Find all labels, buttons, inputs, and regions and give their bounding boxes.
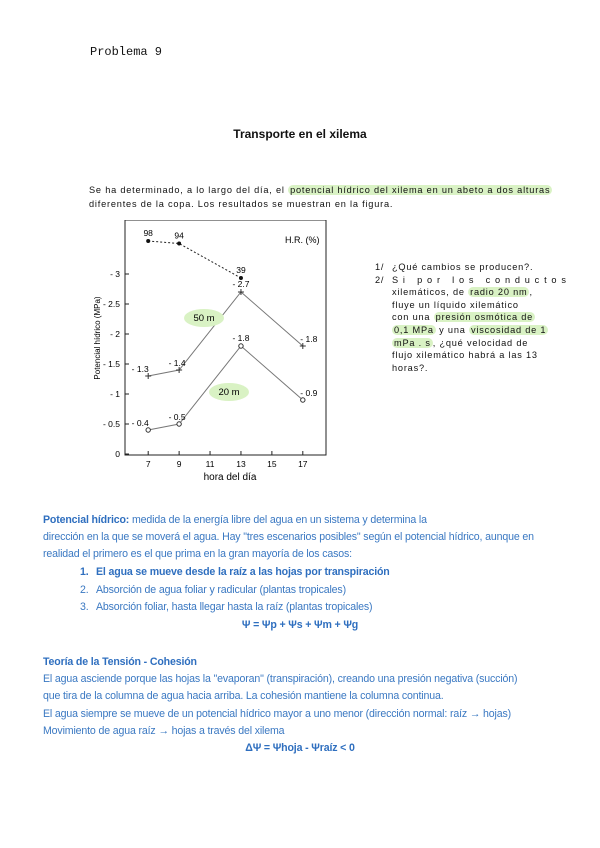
x-tick-label: 17 — [298, 459, 308, 469]
water-potential-chart — [80, 220, 350, 490]
data-label: - 1.8 — [232, 333, 250, 343]
questions-block — [375, 261, 571, 374]
intro-line-1: Se ha determinado, a lo largo del día, el potencial hídrico del xilema en un abeto a dos alturas — [89, 185, 551, 195]
intro-highlight: potencial hídrico del xilema en un abeto a dos alturas — [290, 185, 551, 195]
data-point — [301, 398, 305, 402]
data-label: - 0.4 — [131, 418, 149, 428]
series-label-50m: 50 m — [193, 313, 215, 324]
humidity-point — [146, 239, 150, 243]
data-point — [146, 428, 150, 432]
plot-frame — [125, 220, 326, 455]
question-2-line-3: fluye un líquido xilemático — [392, 299, 519, 310]
list-item: 2. Absorción de agua foliar y radicular (plantas tropicales) — [80, 584, 346, 596]
x-tick-label: 7 — [145, 459, 151, 469]
definition-line-3: realidad el primero es el que prima en la gran mayoría de los casos: — [43, 548, 352, 560]
data-label: - 1.4 — [168, 358, 186, 368]
y-tick-label: - 3 — [110, 269, 120, 279]
theory-line-1: El agua asciende porque las hojas la "evaporan" (transpiración), creando una presión negativa (succión) — [43, 673, 518, 685]
formula-water-potential: Ψ = Ψp + Ψs + Ψm + Ψg — [241, 619, 359, 631]
question-2-line-5: 0,1 MPa y una viscosidad de 1 — [394, 324, 547, 335]
humidity-label: 94 — [174, 230, 184, 241]
data-point — [239, 344, 243, 348]
data-label: - 0.5 — [168, 412, 186, 422]
question-2-line-8: horas?. — [392, 362, 429, 373]
y-tick-label: - 1.5 — [102, 359, 120, 369]
data-label: - 0.9 — [300, 388, 318, 398]
x-tick-label: 15 — [267, 459, 277, 469]
x-tick-label: 13 — [236, 459, 246, 469]
question-2-line-6: mPa . s , ¿qué velocidad de — [394, 337, 529, 348]
x-tick-label: 11 — [205, 459, 215, 469]
y-tick-label: - 2 — [110, 329, 120, 339]
intro-line-2: diferentes de la copa. Los resultados se muestran en la figura. — [89, 199, 394, 209]
definition-label: Potencial hídrico: — [43, 514, 130, 526]
y-tick-label: - 0.5 — [102, 419, 120, 429]
humidity-label: 39 — [236, 265, 246, 275]
formula-gradient: ΔΨ = Ψhoja - Ψraíz < 0 — [245, 742, 355, 754]
list-item: 1. El agua se mueve desde la raíz a las hojas por transpiración — [80, 566, 390, 578]
series-label-20m: 20 m — [218, 387, 240, 398]
humidity-legend-label: H.R. (%) — [285, 235, 320, 245]
y-tick-label: 0 — [115, 449, 120, 459]
humidity-label: 98 — [143, 228, 153, 238]
humidity-line — [148, 241, 241, 278]
list-item: 3. Absorción foliar, hasta llegar hasta la raíz (plantas tropicales) — [80, 601, 373, 613]
x-axis-label: hora del día — [203, 472, 257, 483]
y-tick-label: - 1 — [110, 389, 120, 399]
data-label: - 1.3 — [131, 364, 149, 374]
data-point — [177, 422, 181, 426]
humidity-point — [177, 242, 181, 246]
definition-line-1: Potencial hídrico: medida de la energía libre del agua en un sistema y determina la — [43, 514, 427, 526]
question-2-line-2: xilemáticos, de radio 20 nm , — [392, 287, 533, 298]
y-tick-label: - 2.5 — [102, 299, 120, 309]
y-axis-label: Potencial hídrico (MPa) — [93, 296, 102, 380]
theory-line-2: que tira de la columna de agua hacia arriba. La cohesión mantiene la columna continua. — [43, 690, 444, 702]
question-2-line-7: flujo xilemático habrá a las 13 — [392, 350, 538, 361]
problem-label: Problema 9 — [90, 45, 163, 59]
page-title: Transporte en el xilema — [233, 127, 367, 141]
data-label: - 1.8 — [300, 334, 318, 344]
question-1: 1/ ¿Qué cambios se producen?. — [375, 262, 534, 272]
question-2-line-1: 2/ Si por los conductos — [375, 274, 571, 285]
x-tick-label: 9 — [176, 459, 182, 469]
theory-line-4: Movimiento de agua raíz → hojas a través del xilema — [43, 725, 285, 737]
definition-line-2: dirección en la que se moverá el agua. Hay "tres escenarios posibles" según el potencial hídrico, aunque en — [43, 531, 534, 543]
question-2-line-4: con una presión osmótica de — [392, 312, 534, 323]
theory-line-3: El agua siempre se mueve de un potencial hídrico mayor a uno menor (dirección normal: raíz → hojas) — [43, 708, 511, 720]
data-label: - 2.7 — [232, 279, 250, 289]
theory-title: Teoría de la Tensión - Cohesión — [43, 656, 197, 668]
